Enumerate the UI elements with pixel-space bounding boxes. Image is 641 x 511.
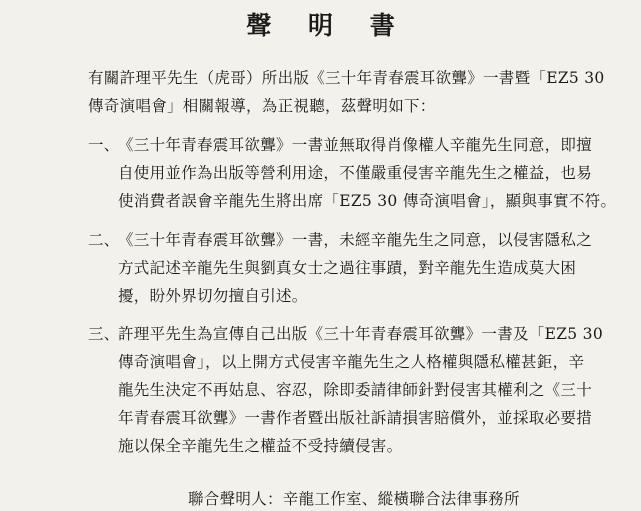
item-line: 擾，盼外界切勿擅自引述。 [118,287,308,305]
item-line: 龍先生決定不再姑息、容忍，除即委請律師針對侵害其權利之《三十 [118,381,593,399]
statement-item-2 [88,226,608,310]
signature-line: 聯合聲明人：辛龍工作室、縱橫聯合法律事務所 [188,490,520,508]
item-line: 《三十年青春震耳欲聾》一書，未經辛龍先生之同意，以侵害隱私之 [118,231,593,249]
item-number: 一、 [88,136,120,154]
item-number: 二、 [88,231,120,249]
statement-item-1 [88,131,617,215]
item-line: 年青春震耳欲聾》一書作者暨出版社訴請損害賠償外，並採取必要措 [118,409,593,427]
item-body [118,131,617,215]
item-line: 使消費者誤會辛龍先生將出席「EZ5 30 傳奇演唱會」，顯與事實不符。 [118,192,617,210]
intro-line: 有關許理平先生（虎哥）所出版《三十年青春震耳欲聾》一書暨「EZ5 30 [88,69,605,87]
item-body [118,226,608,310]
document-title: 聲 明 書 [246,11,409,40]
item-line: 施以保全辛龍先生之權益不受持續侵害。 [118,437,403,455]
item-line: 自使用並作為出版等營利用途，不僅嚴重侵害辛龍先生之權益，也易 [118,164,593,182]
statement-item-3 [88,320,608,460]
item-line: 傳奇演唱會」，以上開方式侵害辛龍先生之人格權與隱私權甚鉅，辛 [118,353,585,371]
item-line: 《三十年青春震耳欲聾》一書並無取得肖像權人辛龍先生同意，即擅 [118,136,593,154]
item-number: 三、 [88,325,120,343]
intro-line: 傳奇演唱會」相關報導，為正視聽，茲聲明如下： [88,97,436,115]
intro-paragraph [88,64,608,120]
item-line: 許理平先生為宣傳自己出版《三十年青春震耳欲聾》一書及「EZ5 30 [118,325,603,343]
item-body [118,320,608,460]
item-line: 方式記述辛龍先生與劉真女士之過往事蹟，對辛龍先生造成莫大困 [118,259,577,277]
